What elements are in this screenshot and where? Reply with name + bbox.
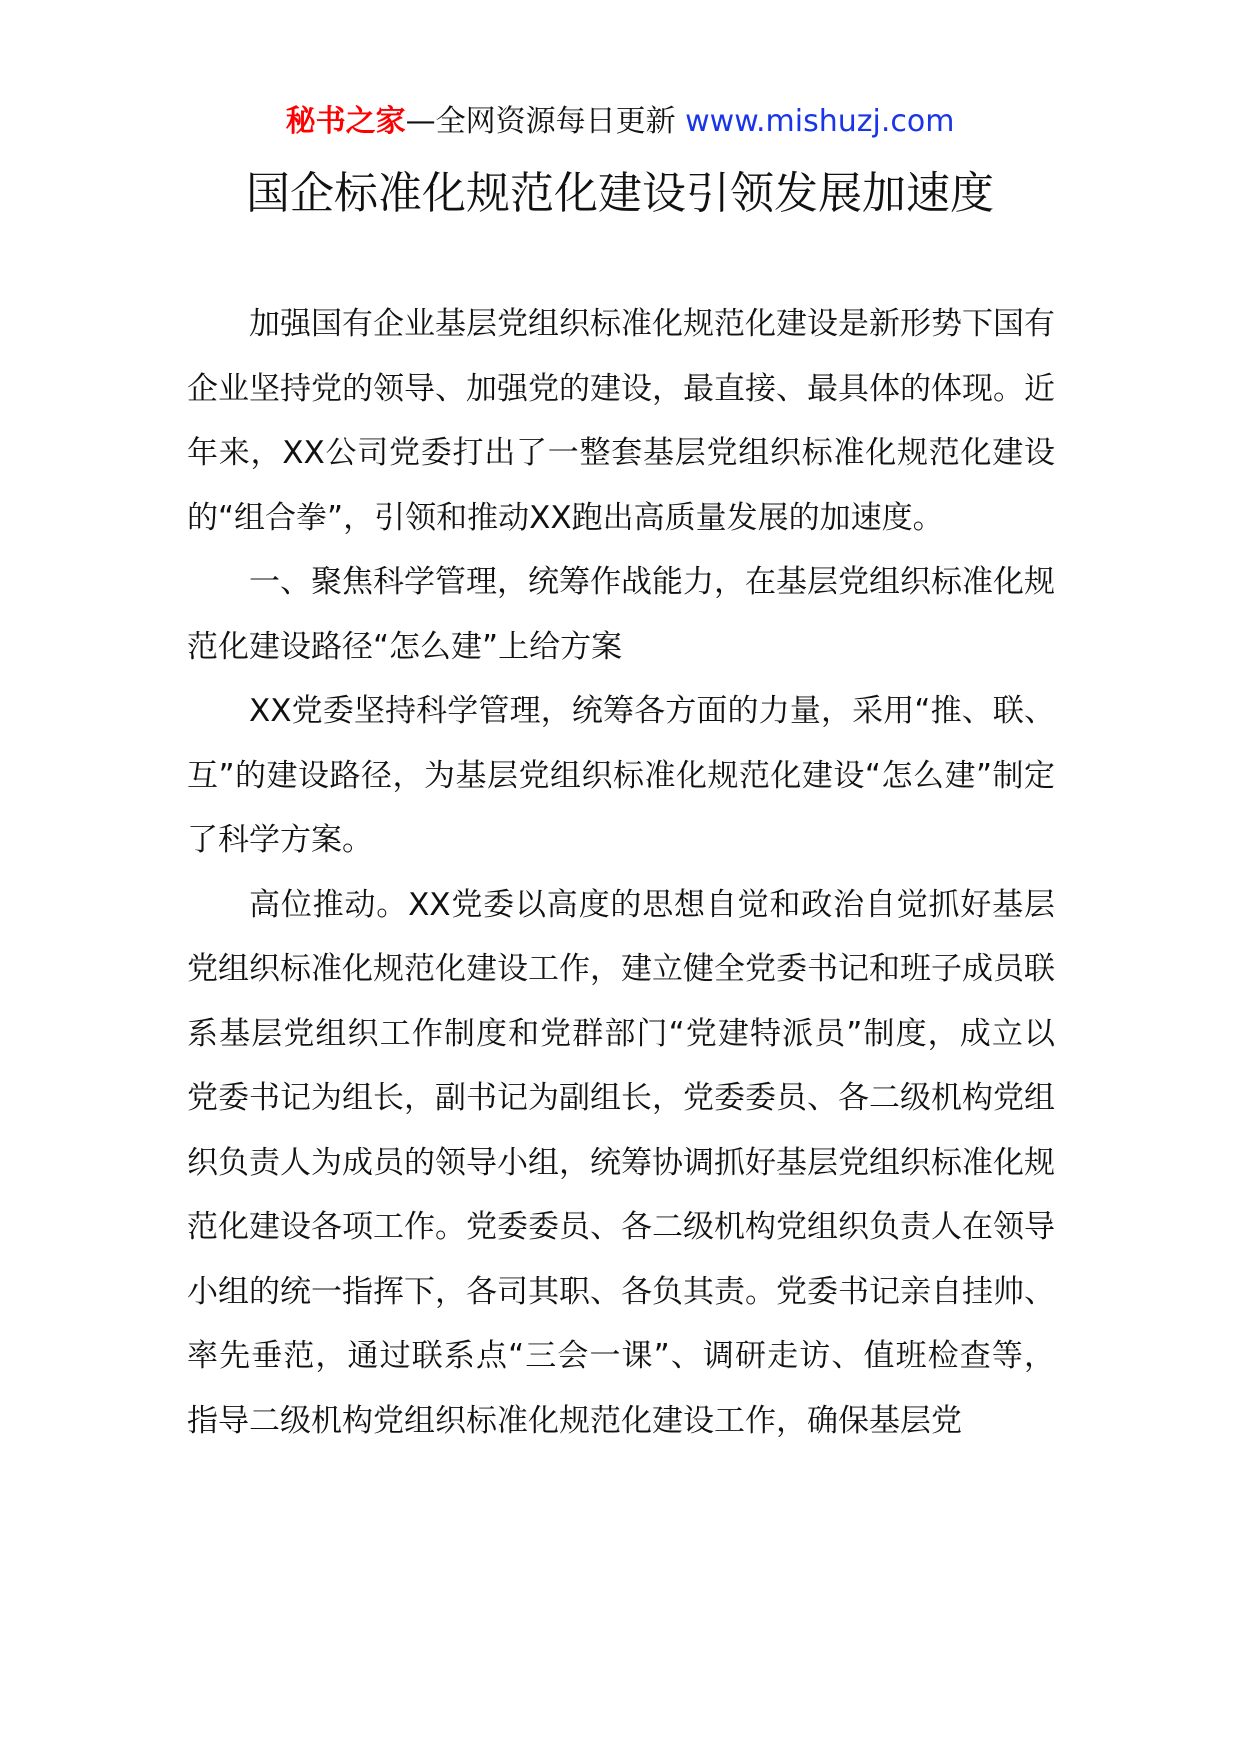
watermark-header: [0, 100, 1240, 144]
paragraph-intro: 加强国有企业基层党组织标准化规范化建设是新形势下国有企业坚持党的领导、加强党的建设，最直接、最具体的体现。近年来，XX公司党委打出了一整套基层党组织标准化规范化建设的“组合拳”，引领和推动XX跑出高质量发展的加速度。: [187, 306, 1055, 536]
section-heading-1: 一、聚焦科学管理，统筹作战能力，在基层党组织标准化规范化建设路径“怎么建”上给方案: [187, 564, 1055, 665]
brand-name: 秘书之家: [285, 104, 406, 139]
site-link[interactable]: www.mishuzj.com: [685, 104, 955, 139]
document-title: 国企标准化规范化建设引领发展加速度: [246, 168, 994, 219]
document-body: [187, 292, 1055, 1453]
brand-slogan: —全网资源每日更新: [405, 104, 676, 139]
paragraph-high-level-push: 高位推动。XX党委以高度的思想自觉和政治自觉抓好基层党组织标准化规范化建设工作，建立健全党委书记和班子成员联系基层党组织工作制度和党群部门“党建特派员”制度，成立以党委书记为组长，副书记为副组长，党委委员、各二级机构党组织负责人为成员的领导小组，统筹协调抓好基层党组织标准化规范化建设各项工作。党委委员、各二级机构党组织负责人在领导小组的统一指挥下，各司其职、各负其责。党委书记亲自挂帅、率先垂范，通过联系点“三会一课”、调研走访、值班检查等，指导二级机构党组织标准化规范化建设工作，确保基层党: [187, 886, 1055, 1439]
paragraph-approach: XX党委坚持科学管理，统筹各方面的力量，采用“推、联、互”的建设路径，为基层党组织标准化规范化建设“怎么建”制定了科学方案。: [187, 693, 1055, 858]
